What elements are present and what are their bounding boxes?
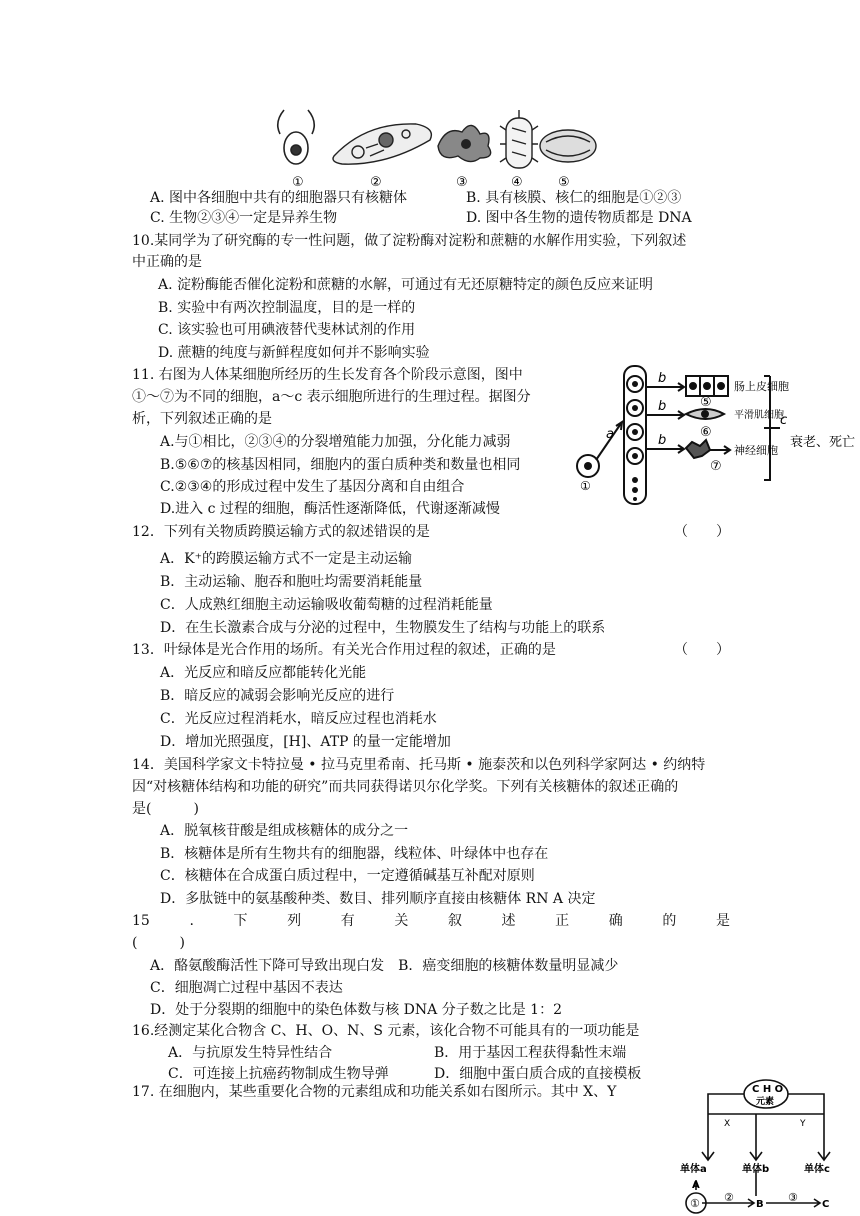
organism-label-1: ① xyxy=(292,175,304,190)
q14-option-c: C．核糖体在合成蛋白质过程中，一定遵循碱基互补配对原则 xyxy=(160,868,535,884)
compound-a-label: A xyxy=(692,1180,700,1191)
q10-stem-line2: 中正确的是 xyxy=(132,254,202,270)
q15-stem-char: 下 xyxy=(233,913,248,929)
q15-stem-char: 叙 xyxy=(447,913,462,929)
cell-name-smooth-muscle: 平滑肌细胞 xyxy=(734,410,784,421)
cell-number-6: ⑥ xyxy=(700,425,712,440)
q15-stem-char: 正 xyxy=(555,913,570,929)
step-3-label: ③ xyxy=(788,1191,798,1204)
organism-3-illustration xyxy=(438,125,491,161)
q10-option-b: B. 实验中有两次控制温度，目的是一样的 xyxy=(158,300,416,316)
cell-number-7: ⑦ xyxy=(710,459,722,474)
q11-option-a: A.与①相比，②③④的分裂增殖能力加强，分化能力减弱 xyxy=(160,434,511,450)
q12-option-a: A．K⁺的跨膜运输方式不一定是主动运输 xyxy=(160,551,412,567)
q13-option-b: B．暗反应的减弱会影响光反应的进行 xyxy=(160,688,395,704)
q10-stem-line1: 10.某同学为了研究酶的专一性问题，做了淀粉酶对淀粉和蔗糖的水解作用实验，下列叙述 xyxy=(132,233,687,249)
compound-b-label: B xyxy=(756,1199,764,1210)
step-2-label: ② xyxy=(724,1191,734,1204)
q14-option-a: A．脱氧核苷酸是组成核糖体的成分之一 xyxy=(160,823,409,839)
q9-option-a: A. 图中各细胞中共有的细胞器只有核糖体 xyxy=(150,190,408,206)
monomer-b-label: 单体b xyxy=(742,1164,770,1175)
process-a-label: a xyxy=(606,427,614,442)
q15-stem-char: 确 xyxy=(608,913,623,929)
q10-option-d: D. 蔗糖的纯度与新鲜程度如何并不影响实验 xyxy=(158,345,430,361)
q11-option-c: C.②③④的形成过程中发生了基因分离和自由组合 xyxy=(160,479,465,495)
q15-stem-char: 的 xyxy=(662,913,677,929)
process-b-label-3: b xyxy=(658,433,667,448)
cell-name-intestinal: 肠上皮细胞 xyxy=(734,380,789,393)
compound-relationship-figure xyxy=(672,1076,852,1216)
q13-option-a: A．光反应和暗反应都能转化光能 xyxy=(160,665,367,681)
fate-label: 衰老、死亡 xyxy=(790,435,856,450)
elements-label: C H O xyxy=(752,1084,784,1095)
y-label: Y xyxy=(800,1119,806,1129)
q10-option-a: A. 淀粉酶能否催化淀粉和蔗糖的水解，可通过有无还原糖特定的颜色反应来证明 xyxy=(158,277,654,293)
cell-name-neuron: 神经细胞 xyxy=(734,444,778,457)
q15-stem-char: 有 xyxy=(340,913,355,929)
q15-stem-char: 述 xyxy=(501,913,516,929)
q9-option-c: C. 生物②③④一定是异养生物 xyxy=(150,210,338,226)
x-label: X xyxy=(724,1119,731,1129)
process-b-label-1: b xyxy=(658,371,667,386)
organisms-figure xyxy=(266,100,600,190)
q12-answer-blank: （ ） xyxy=(674,524,730,540)
q11-stem-line1: 11. 右图为人体某细胞所经历的生长发育各个阶段示意图，图中 xyxy=(132,367,523,383)
cell-number-1: ① xyxy=(580,479,591,493)
organism-1-illustration xyxy=(278,110,315,164)
process-b-label-2: b xyxy=(658,399,667,414)
q14-option-b: B．核糖体是所有生物共有的细胞器，线粒体、叶绿体中也存在 xyxy=(160,846,549,862)
q11-stem-line3: 析，下列叙述正确的是 xyxy=(132,411,272,427)
q13-option-c: C．光反应过程消耗水，暗反应过程也消耗水 xyxy=(160,711,437,727)
q13-stem: 13．叶绿体是光合作用的场所。有关光合作用过程的叙述，正确的是 xyxy=(132,642,556,658)
q13-answer-blank: （ ） xyxy=(674,642,730,658)
q11-stem-line2: ①～⑦为不同的细胞，a～c 表示细胞所进行的生理过程。据图分 xyxy=(132,389,531,405)
q13-option-d: D．增加光照强度，[H]、ATP 的量一定能增加 xyxy=(160,734,451,750)
q15-stem-char: . xyxy=(189,913,194,929)
q15-stem-char: 是 xyxy=(715,913,730,929)
compound-c-label: C xyxy=(822,1199,830,1210)
q11-option-b: B.⑤⑥⑦的核基因相同，细胞内的蛋白质种类和数量也相同 xyxy=(160,457,521,473)
q16-option-a: A．与抗原发生特异性结合 xyxy=(168,1045,333,1061)
q11-option-d: D.进入 c 过程的细胞，酶活性逐渐降低，代谢逐渐减慢 xyxy=(160,501,500,517)
q14-stem-line2: 因“对核糖体结构和功能的研究”而共同获得诺贝尔化学奖。下列有关核糖体的叙述正确的 xyxy=(132,779,679,795)
step-1-label: ① xyxy=(690,1197,700,1210)
organism-label-5: ⑤ xyxy=(558,175,570,190)
q14-stem-line3: 是( ) xyxy=(132,801,199,817)
q14-option-d: D．多肽链中的氨基酸种类、数目、排列顺序直接由核糖体 RN A 决定 xyxy=(160,891,596,907)
monomer-c-label: 单体c xyxy=(804,1164,830,1175)
q14-stem-line1: 14．美国科学家文卡特拉曼 • 拉马克里希南、托马斯 • 施泰茨和以色列科学家阿达 • 约纳特 xyxy=(132,757,706,773)
q15-stem-char: 列 xyxy=(287,913,302,929)
cell-number-5: ⑤ xyxy=(700,395,712,410)
organism-label-2: ② xyxy=(370,175,382,190)
elements-sublabel: 元素 xyxy=(756,1097,775,1107)
q15-stem xyxy=(132,911,730,931)
q15-stem-char: 15 xyxy=(132,913,150,929)
q10-option-c: C. 该实验也可用碘液替代斐林试剂的作用 xyxy=(158,322,416,338)
q15-option-c: C．细胞凋亡过程中基因不表达 xyxy=(150,980,343,996)
q15-option-d: D．处于分裂期的细胞中的染色体数与核 DNA 分子数之比是 1：2 xyxy=(150,1002,562,1018)
epithelial-cells-icon xyxy=(686,376,728,396)
q9-option-b: B. 具有核膜、核仁的细胞是①②③ xyxy=(466,190,682,206)
smooth-muscle-cell-icon xyxy=(686,409,724,419)
organism-5-illustration xyxy=(540,130,596,162)
q15-stem-char: 关 xyxy=(394,913,409,929)
process-c-label: c xyxy=(780,413,788,428)
q15-options-ab: A．酪氨酸酶活性下降可导致出现白发 B．癌变细胞的核糖体数量明显减少 xyxy=(150,958,619,974)
q17-stem: 17. 在细胞内，某些重要化合物的元素组成和功能关系如右图所示。其中 X、Y xyxy=(132,1084,617,1100)
q12-stem: 12．下列有关物质跨膜运输方式的叙述错误的是 xyxy=(132,524,430,540)
neuron-icon xyxy=(686,440,730,458)
organism-4-illustration xyxy=(500,110,538,168)
q12-option-c: C．人成熟红细胞主动运输吸收葡萄糖的过程消耗能量 xyxy=(160,597,493,613)
q16-option-d: D．细胞中蛋白质合成的直接模板 xyxy=(434,1066,642,1082)
q12-option-b: B．主动运输、胞吞和胞吐均需要消耗能量 xyxy=(160,574,423,590)
q16-option-b: B．用于基因工程获得黏性末端 xyxy=(434,1045,627,1061)
organism-label-3: ③ xyxy=(456,175,468,190)
monomer-a-label: 单体a xyxy=(680,1164,707,1175)
organism-2-illustration xyxy=(333,124,431,164)
q12-option-d: D．在生长激素合成与分泌的过程中，生物膜发生了结构与功能上的联系 xyxy=(160,620,606,636)
q9-option-d: D. 图中各生物的遗传物质都是 DNA xyxy=(466,210,692,226)
cell-development-figure xyxy=(574,362,858,510)
q15-stem-line2: ( ) xyxy=(132,935,185,951)
organism-label-4: ④ xyxy=(511,175,523,190)
q16-stem: 16.经测定某化合物含 C、H、O、N、S 元素，该化合物不可能具有的一项功能是 xyxy=(132,1023,640,1039)
q16-option-c: C．可连接上抗癌药物制成生物导弹 xyxy=(168,1066,389,1082)
